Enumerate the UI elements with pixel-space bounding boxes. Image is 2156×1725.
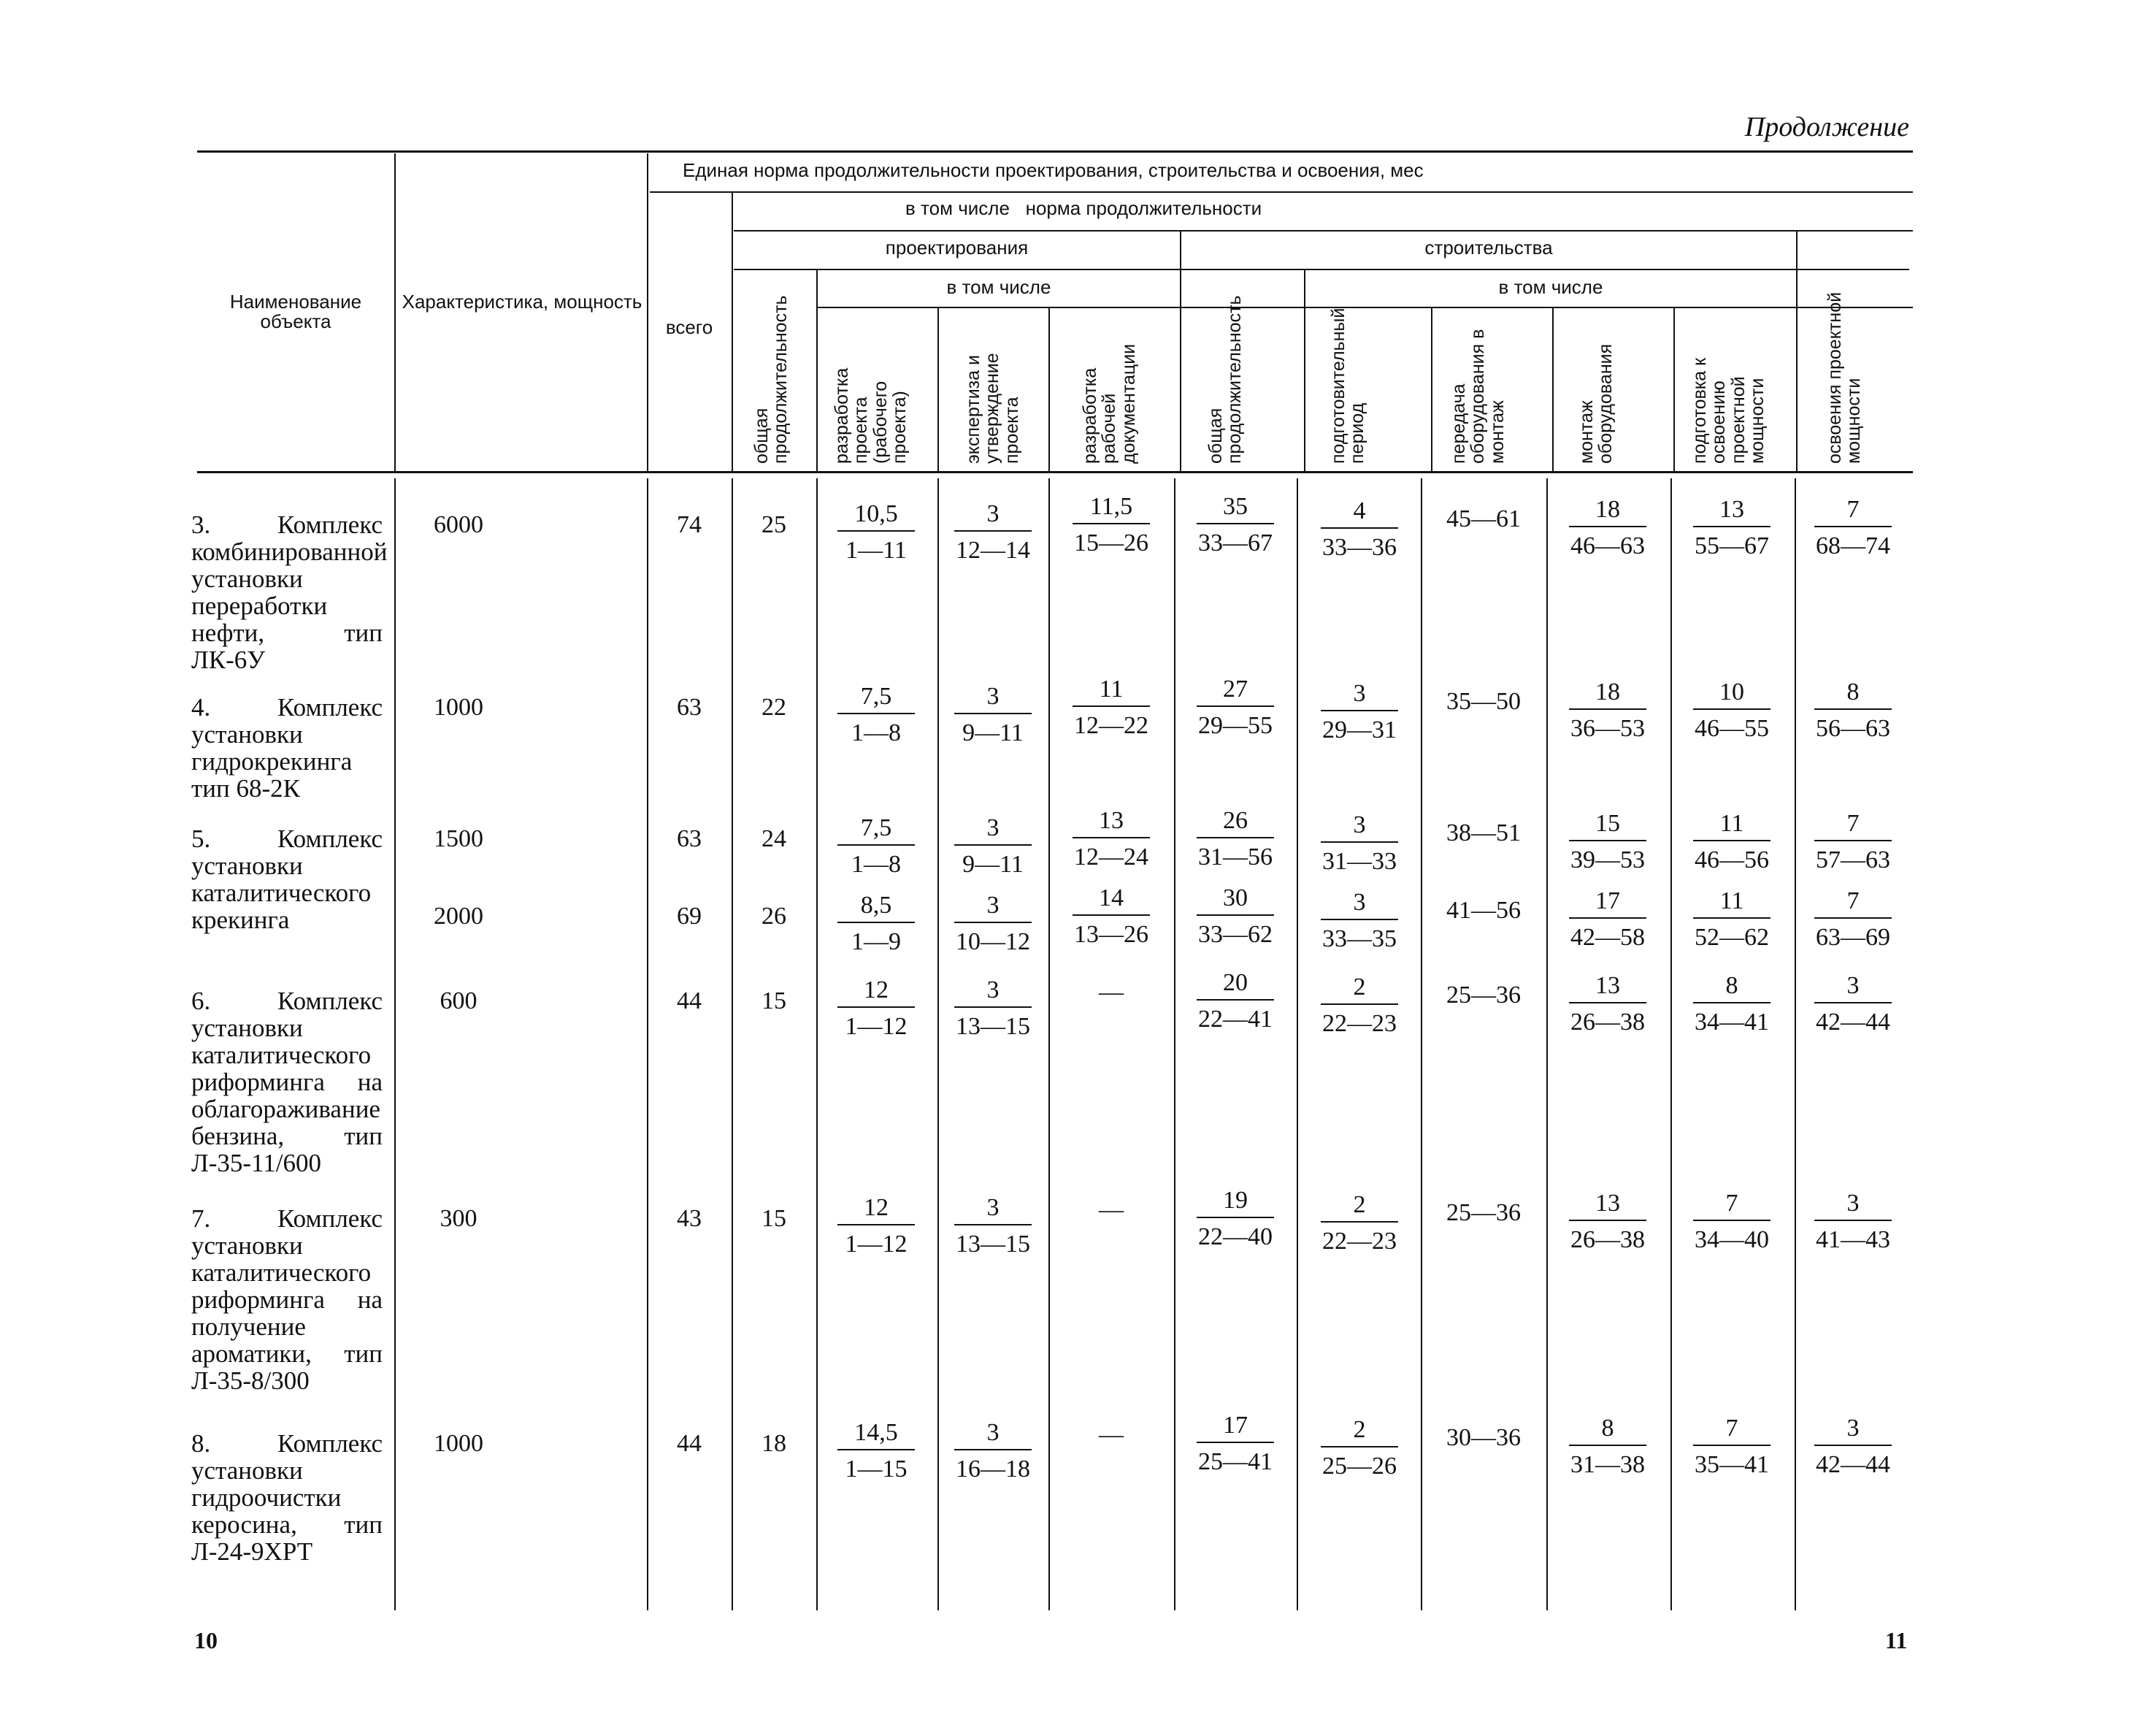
row-equipment-install-period: 39—53	[1569, 840, 1646, 875]
row-design-total: 26	[761, 903, 786, 930]
row-equipment-install-period: 46—63	[1569, 526, 1646, 561]
row-equipment-install-value: 13	[1595, 1190, 1620, 1217]
row-project-dev-value: 7,5	[860, 814, 892, 841]
row-prep-mastering	[1684, 1189, 1779, 1255]
row-constr-total-period: 33—67	[1197, 523, 1274, 558]
row-constr-total-period: 22—41	[1197, 999, 1274, 1034]
vline-1	[394, 153, 396, 471]
row-preparatory-period: 22—23	[1321, 1003, 1398, 1039]
row-working-docs-value: 11	[1099, 676, 1124, 703]
vlabel-mastering: освоения проектной мощности	[1825, 291, 1865, 464]
row-project-dev-period: 1—15	[837, 1449, 915, 1484]
row-preparatory-value: 2	[1353, 974, 1366, 1001]
row-constr-total	[1188, 1186, 1283, 1252]
body-vline-8	[1297, 478, 1298, 1610]
row-design-total: 15	[761, 1205, 786, 1232]
row-working-docs	[1064, 675, 1159, 741]
row-mastering	[1806, 971, 1900, 1037]
row-equipment-transfer: 45—61	[1446, 505, 1521, 532]
header-construction: строительства	[1424, 237, 1553, 259]
vline-6	[1048, 308, 1050, 471]
row-expertise	[945, 1418, 1040, 1484]
row-project-dev-period: 1—12	[837, 1224, 915, 1259]
vlabel-equipment-install: монтаж оборудования	[1576, 343, 1616, 464]
row-prep-mastering	[1684, 971, 1779, 1037]
row-working-docs-dash: —	[1099, 1196, 1124, 1223]
row-preparatory-period: 33—35	[1321, 919, 1398, 954]
row-capacity: 300	[440, 1205, 477, 1232]
row-design-total: 18	[761, 1430, 786, 1457]
row-project-dev-value: 12	[864, 976, 889, 1003]
row-expertise	[945, 500, 1040, 565]
header-total: всего	[665, 316, 713, 338]
header-rule-2	[734, 230, 1913, 232]
row-equipment-install	[1560, 678, 1655, 743]
row-project-dev-period: 1—12	[837, 1006, 915, 1041]
row-project-dev-period: 1—8	[837, 713, 915, 748]
row-equipment-transfer: 25—36	[1446, 982, 1521, 1009]
row-prep-mastering	[1684, 678, 1779, 743]
row-prep-mastering-period: 52—62	[1693, 917, 1771, 952]
row-expertise	[945, 976, 1040, 1041]
row-project-dev-value: 8,5	[860, 892, 892, 919]
row-prep-mastering-period: 55—67	[1693, 526, 1771, 561]
row-prep-mastering-value: 10	[1719, 678, 1744, 705]
row-expertise-value: 3	[986, 976, 1000, 1003]
body-vline-11	[1670, 478, 1672, 1610]
row-preparatory-period: 31—33	[1321, 841, 1398, 876]
row-expertise-value: 3	[986, 892, 1000, 919]
row-name: 8. Комплекс установки гидроочистки керосина, тип Л-24-9ХРТ	[191, 1429, 383, 1566]
vline-9	[1431, 308, 1432, 471]
row-equipment-transfer: 38—51	[1446, 819, 1521, 846]
row-preparatory-value: 2	[1353, 1191, 1366, 1218]
row-total: 63	[677, 825, 702, 852]
row-expertise-period: 10—12	[954, 922, 1032, 957]
vline-5	[937, 308, 939, 471]
row-constr-total-value: 19	[1223, 1187, 1248, 1214]
vlabel-constr-total: общая продолжительность	[1205, 295, 1246, 464]
row-equipment-install	[1560, 809, 1655, 875]
row-project-dev	[829, 814, 924, 879]
vline-10	[1552, 308, 1554, 471]
row-expertise-period: 9—11	[954, 713, 1032, 748]
row-equipment-transfer: 35—50	[1446, 688, 1521, 715]
row-design-total: 24	[761, 825, 786, 852]
row-equipment-install-value: 15	[1595, 810, 1620, 837]
row-prep-mastering-period: 34—40	[1693, 1220, 1771, 1255]
row-equipment-install-period: 42—58	[1569, 917, 1646, 952]
row-capacity: 1000	[434, 694, 483, 721]
row-preparatory-value: 4	[1353, 497, 1366, 524]
row-mastering-value: 8	[1846, 678, 1860, 705]
header-name: Наименование объекта	[229, 291, 362, 333]
row-preparatory	[1312, 1415, 1407, 1481]
header-rule-3	[734, 269, 1909, 270]
row-preparatory-period: 25—26	[1321, 1446, 1398, 1481]
row-preparatory-period: 22—23	[1321, 1221, 1398, 1256]
row-prep-mastering-value: 11	[1719, 810, 1744, 837]
row-prep-mastering-value: 13	[1719, 496, 1744, 523]
row-equipment-install-value: 13	[1595, 972, 1620, 999]
row-constr-total-period: 25—41	[1197, 1442, 1274, 1477]
row-total: 44	[677, 987, 702, 1014]
vline-4	[816, 270, 818, 471]
row-preparatory-period: 29—31	[1321, 710, 1398, 745]
row-expertise-value: 3	[986, 814, 1000, 841]
row-total: 43	[677, 1205, 702, 1232]
row-constr-total-value: 30	[1223, 884, 1248, 911]
row-expertise	[945, 891, 1040, 957]
row-project-dev	[829, 976, 924, 1041]
header-design: проектирования	[885, 237, 1029, 259]
row-name: 3. Комплекс комбинированной установки переработки нефти, тип ЛК-6У	[191, 510, 388, 674]
row-expertise-period: 13—15	[954, 1006, 1032, 1041]
body-vline-9	[1421, 478, 1422, 1610]
header-bottom-rule	[197, 471, 1913, 473]
row-name: 6. Комплекс установки каталитического риформинга на облагораживание бензина, тип Л-35-11/600	[191, 987, 383, 1177]
row-expertise	[945, 682, 1040, 748]
row-total: 69	[677, 903, 702, 930]
row-working-docs	[1064, 884, 1159, 949]
header-unified-norm: Единая норма продолжительности проектирования, строительства и освоения, мес	[683, 159, 1424, 181]
body-vline-10	[1546, 478, 1548, 1610]
page-number-right: 11	[1885, 1627, 1908, 1653]
body-vline-7	[1174, 478, 1175, 1610]
vline-2	[647, 153, 648, 471]
row-project-dev-value: 7,5	[860, 683, 892, 710]
header-rule-1	[650, 191, 1913, 193]
row-project-dev-value: 12	[864, 1194, 889, 1221]
row-name: 5. Комплекс установки каталитического крекинга	[191, 825, 383, 934]
row-expertise-period: 13—15	[954, 1224, 1032, 1259]
row-preparatory-value: 3	[1353, 680, 1366, 707]
row-preparatory	[1312, 1190, 1407, 1256]
continuation-label: Продолжение	[1744, 112, 1909, 142]
row-constr-total	[1188, 675, 1283, 741]
row-mastering	[1806, 1189, 1900, 1255]
row-name: 7. Комплекс установки каталитического риформинга на получение ароматики, тип Л-35-8/300	[191, 1204, 383, 1395]
row-mastering-value: 3	[1846, 1415, 1860, 1442]
row-project-dev-value: 10,5	[854, 500, 898, 527]
row-constr-total-value: 35	[1223, 493, 1248, 520]
row-constr-total-period: 22—40	[1197, 1217, 1274, 1252]
row-equipment-install	[1560, 1414, 1655, 1480]
row-preparatory-value: 2	[1353, 1416, 1366, 1443]
row-expertise-period: 16—18	[954, 1449, 1032, 1484]
vlabel-equipment-transfer: передача оборудования в монтаж	[1449, 329, 1508, 464]
vlabel-project-dev: разработка проекта (рабочего проекта)	[832, 367, 910, 464]
row-equipment-install-value: 18	[1595, 496, 1620, 523]
row-working-docs	[1064, 806, 1159, 872]
row-preparatory	[1312, 811, 1407, 876]
row-working-docs-value: 11,5	[1089, 493, 1133, 520]
row-name: 4. Комплекс установки гидрокрекинга тип 68-2К	[191, 693, 383, 803]
row-constr-total-value: 26	[1223, 807, 1248, 834]
row-working-docs-period: 13—26	[1073, 914, 1150, 949]
body-vline-6	[1048, 478, 1050, 1610]
row-total: 74	[677, 511, 702, 538]
header-including-norm: в том числе норма продолжительности	[905, 197, 1262, 219]
row-equipment-transfer: 30—36	[1446, 1424, 1521, 1451]
row-constr-total	[1188, 968, 1283, 1034]
row-project-dev	[829, 1193, 924, 1259]
row-equipment-install-period: 26—38	[1569, 1220, 1646, 1255]
vlabel-expertise: экспертиза и утверждение проекта	[963, 353, 1022, 464]
row-prep-mastering-period: 35—41	[1693, 1445, 1771, 1480]
row-equipment-install-value: 18	[1595, 678, 1620, 705]
row-mastering-value: 7	[1846, 887, 1860, 914]
row-preparatory-period: 33—36	[1321, 527, 1398, 562]
row-design-total: 22	[761, 694, 786, 721]
row-expertise-period: 9—11	[954, 844, 1032, 879]
row-mastering-value: 3	[1846, 1190, 1860, 1217]
row-prep-mastering	[1684, 495, 1779, 561]
row-expertise-value: 3	[986, 683, 1000, 710]
row-equipment-install-period: 36—53	[1569, 708, 1646, 743]
row-prep-mastering	[1684, 1414, 1779, 1480]
row-equipment-install-value: 17	[1595, 887, 1620, 914]
header-construction-including: в том числе	[1498, 276, 1603, 298]
row-project-dev	[829, 1418, 924, 1484]
row-constr-total	[1188, 806, 1283, 872]
row-design-total: 25	[761, 511, 786, 538]
body-vline-1	[394, 478, 396, 1610]
row-project-dev-period: 1—11	[837, 530, 915, 565]
row-mastering-period: 42—44	[1814, 1445, 1892, 1480]
row-equipment-install-period: 26—38	[1569, 1002, 1646, 1037]
row-equipment-transfer: 25—36	[1446, 1199, 1521, 1226]
row-mastering-period: 56—63	[1814, 708, 1892, 743]
row-mastering	[1806, 678, 1900, 743]
row-preparatory-value: 3	[1353, 889, 1366, 916]
row-expertise-value: 3	[986, 500, 1000, 527]
vlabel-working-docs: разработка рабочей документации	[1080, 343, 1139, 464]
vlabel-prep-mastering: подготовка к освоению проектной мощности	[1689, 357, 1768, 464]
row-design-total: 15	[761, 987, 786, 1014]
row-mastering-value: 3	[1846, 972, 1860, 999]
row-prep-mastering-value: 7	[1725, 1415, 1738, 1442]
row-capacity: 1000	[434, 1430, 483, 1457]
page-number-left: 10	[194, 1627, 218, 1653]
row-mastering-period: 42—44	[1814, 1002, 1892, 1037]
row-preparatory	[1312, 973, 1407, 1039]
row-expertise-period: 12—14	[954, 530, 1032, 565]
row-working-docs-dash: —	[1099, 979, 1124, 1006]
row-working-docs-dash: —	[1099, 1421, 1124, 1448]
row-prep-mastering	[1684, 809, 1779, 875]
body-vline-5	[937, 478, 939, 1610]
row-project-dev	[829, 500, 924, 565]
row-preparatory	[1312, 497, 1407, 562]
row-prep-mastering-value: 8	[1725, 972, 1738, 999]
row-constr-total	[1188, 884, 1283, 949]
row-expertise-value: 3	[986, 1419, 1000, 1446]
vline-12	[1796, 232, 1798, 471]
row-project-dev-value: 14,5	[854, 1419, 898, 1446]
row-mastering	[1806, 887, 1900, 952]
row-preparatory	[1312, 679, 1407, 745]
row-total: 63	[677, 694, 702, 721]
row-working-docs-period: 15—26	[1073, 523, 1150, 558]
row-capacity: 1500	[434, 825, 483, 852]
row-constr-total	[1188, 1411, 1283, 1477]
vline-8	[1304, 270, 1305, 471]
row-constr-total-value: 27	[1223, 676, 1248, 703]
header-top-rule	[197, 150, 1913, 153]
vline-7	[1180, 232, 1181, 471]
vlabel-preparatory: подготовительный период	[1328, 307, 1368, 464]
row-prep-mastering-period: 34—41	[1693, 1002, 1771, 1037]
vline-11	[1673, 308, 1675, 471]
row-working-docs-period: 12—24	[1073, 837, 1150, 872]
row-mastering	[1806, 495, 1900, 561]
row-working-docs	[1064, 492, 1159, 558]
row-mastering-period: 63—69	[1814, 917, 1892, 952]
row-project-dev	[829, 891, 924, 957]
row-constr-total-value: 20	[1223, 969, 1248, 996]
row-prep-mastering-value: 11	[1719, 887, 1744, 914]
row-equipment-install	[1560, 495, 1655, 561]
row-mastering-period: 41—43	[1814, 1220, 1892, 1255]
row-working-docs-value: 13	[1099, 807, 1124, 834]
vlabel-design-total: общая продолжительность	[751, 295, 791, 464]
row-project-dev-period: 1—9	[837, 922, 915, 957]
row-working-docs-value: 14	[1099, 884, 1124, 911]
row-mastering-value: 7	[1846, 810, 1860, 837]
row-constr-total-period: 29—55	[1197, 705, 1274, 741]
row-mastering	[1806, 809, 1900, 875]
row-expertise	[945, 814, 1040, 879]
row-constr-total-period: 31—56	[1197, 837, 1274, 872]
row-equipment-install	[1560, 971, 1655, 1037]
row-expertise-value: 3	[986, 1194, 1000, 1221]
row-working-docs-period: 12—22	[1073, 705, 1150, 741]
row-mastering-value: 7	[1846, 496, 1860, 523]
row-capacity: 6000	[434, 511, 483, 538]
row-constr-total-value: 17	[1223, 1412, 1248, 1439]
row-total: 44	[677, 1430, 702, 1457]
row-constr-total	[1188, 492, 1283, 558]
header-design-including: в том числе	[946, 276, 1051, 298]
row-project-dev	[829, 682, 924, 748]
row-prep-mastering-value: 7	[1725, 1190, 1738, 1217]
row-equipment-transfer: 41—56	[1446, 897, 1521, 924]
header-characteristic: Характеристика, мощность	[402, 291, 642, 313]
row-capacity: 600	[440, 987, 477, 1014]
body-vline-12	[1795, 478, 1796, 1610]
row-prep-mastering-period: 46—56	[1693, 840, 1771, 875]
vline-3	[732, 193, 733, 471]
row-prep-mastering-period: 46—55	[1693, 708, 1771, 743]
row-preparatory-value: 3	[1353, 811, 1366, 838]
row-equipment-install-period: 31—38	[1569, 1445, 1646, 1480]
header-rule-4	[818, 307, 1913, 308]
row-equipment-install	[1560, 1189, 1655, 1255]
row-expertise	[945, 1193, 1040, 1259]
row-prep-mastering	[1684, 887, 1779, 952]
row-project-dev-period: 1—8	[837, 844, 915, 879]
row-preparatory	[1312, 888, 1407, 954]
row-mastering-period: 68—74	[1814, 526, 1892, 561]
row-mastering	[1806, 1414, 1900, 1480]
row-mastering-period: 57—63	[1814, 840, 1892, 875]
row-capacity: 2000	[434, 903, 483, 930]
row-equipment-install-value: 8	[1601, 1415, 1614, 1442]
row-equipment-install	[1560, 887, 1655, 952]
row-constr-total-period: 33—62	[1197, 914, 1274, 949]
